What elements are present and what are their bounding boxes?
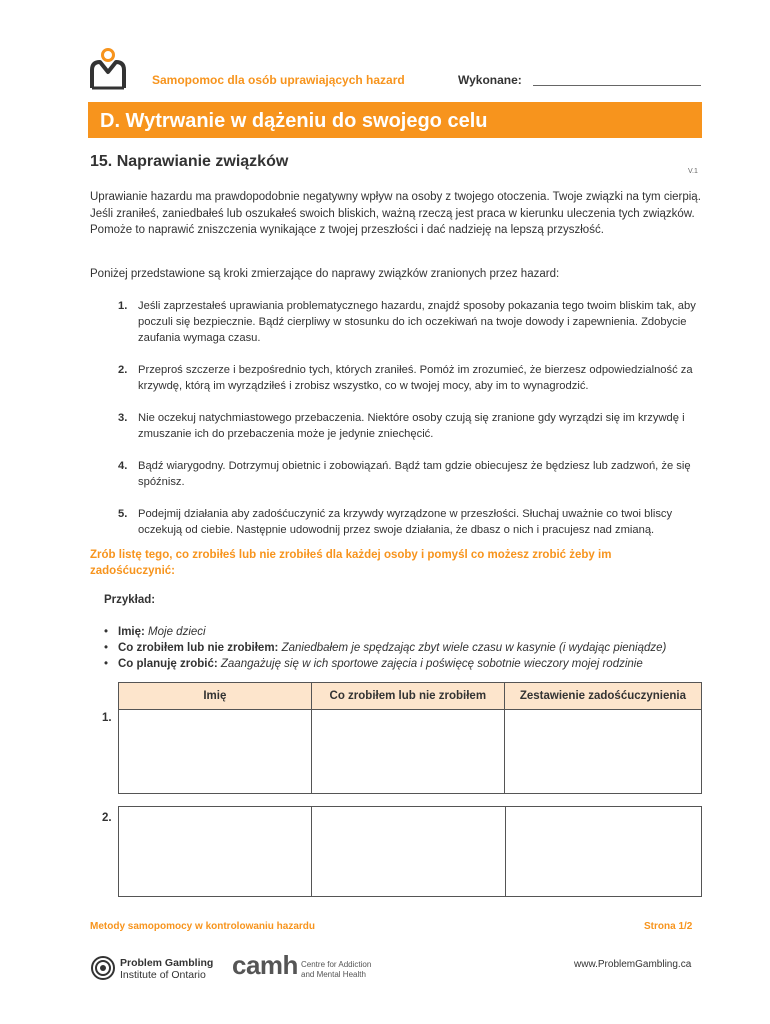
website-link[interactable]: www.ProblemGambling.ca [574,959,692,970]
row-number: 1. [102,712,112,724]
step-text: Podejmij działania aby zadośćuczynić za krzywdy wyrządzone w przeszłości. Słuchaj uważnie co twoi bliscy oczekują od ciebie. Następnie udowodnij przez swoje działania, że dbasz o nich i pracujesz nad zmianą. [138,508,673,536]
pgio-line1: Problem Gambling [120,957,214,969]
step-number: 5. [118,508,128,520]
step-item [90,458,702,490]
section-banner: D. Wytrwanie w dążeniu do swojego celu [88,102,702,138]
step-number: 4. [118,460,128,472]
amends-cell[interactable] [505,807,701,897]
step-text: Bądź wiarygodny. Dotrzymuj obietnic i zobowiązań. Bądź tam gdzie obiecujesz że będziesz lub zadzwoń, że się spóźnisz. [138,460,691,488]
name-cell[interactable] [119,710,312,794]
step-text: Jeśli zaprzestałeś uprawiania problematycznego hazardu, znajdź sposoby pokazania tego twoim bliskim tak, aby poczuli się bezpiecznie. Bądź cierpliwy w stosunku do ich oczekiwań na twoje dowody i zapewnienia. Zdobycie zaufania wymaga czasu. [138,300,696,344]
step-text: Przeproś szczerze i bezpośrednio tych, których zraniłeś. Pomóż im zrozumieć, że bierzesz odpowiedzialność za krzywdę, którą im wyrządziłeś i zrobisz wszystko, co w twojej mocy, aby im to wynagrodzić. [138,364,693,392]
example-key: Co planuję zrobić: [118,658,218,670]
example-value: Moje dzieci [148,626,206,638]
steps-intro: Poniżej przedstawione są kroki zmierzające do naprawy związków zranionych przez hazard: [90,268,560,280]
example-label: Przykład: [104,594,156,606]
step-item [90,506,702,538]
pgio-line2: Institute of Ontario [120,969,206,981]
problem-gambling-logo-icon [90,955,116,981]
row-number: 2. [102,812,112,824]
list-item [104,640,666,656]
step-item [90,362,702,394]
header-title: Samopomoc dla osób uprawiających hazard [152,73,405,87]
example-value: Zaangażuję się w ich sportowe zajęcia i poświęcę sobotnie wieczory mojej rodzinie [220,658,643,670]
list-item [104,656,666,672]
column-header-name: Imię [119,683,312,710]
camh-logo-text [301,960,371,980]
step-text: Nie oczekuj natychmiastowego przebaczenia. Niektóre osoby czują się zranione gdy wyrządzi się im krzywdę i zmuszanie ich do przebaczenia może je jedynie zniechęcić. [138,412,685,440]
amends-table-1 [118,682,702,794]
completed-label: Wykonane: [458,73,522,87]
example-value: Zaniedbałem je spędzając zbyt wiele czasu w kasynie (i wydając pieniądze) [281,642,667,654]
footer-title: Metody samopomocy w kontrolowaniu hazardu [90,921,316,932]
amends-cell[interactable] [504,710,701,794]
column-header-done: Co zrobiłem lub nie zrobiłem [311,683,504,710]
example-list [104,624,666,672]
pgio-logo-text [120,957,213,981]
list-item [104,624,666,640]
camh-line2: and Mental Health [301,970,366,979]
done-cell[interactable] [311,710,504,794]
page-number: Strona 1/2 [644,921,693,932]
camh-line1: Centre for Addiction [301,960,372,969]
page-title: 15. Naprawianie związków [90,153,289,170]
camh-logo: camh [232,950,298,980]
example-key: Co zrobiłem lub nie zrobiłem: [118,642,279,654]
amends-table-2 [118,806,702,897]
program-logo-icon [88,48,128,90]
column-header-amends: Zestawienie zadośćuczynienia [504,683,701,710]
step-number: 3. [118,412,128,424]
completed-field[interactable] [533,85,701,86]
intro-paragraph: Uprawianie hazardu ma prawdopodobnie negatywny wpływ na osoby z twojego otoczenia. Twoje związki na tym cierpią. Jeśli zraniłeś, zaniedbałeś lub oszukałeś swoich bliskich, ważną rzeczą jest praca w kierunku uleczenia tych związków. Pomoże to naprawić zniszczenia wynikające z twojej przeszłości i dać nadzieję na lepszą przyszłość. [90,191,701,236]
name-cell[interactable] [119,807,312,897]
version-label: V.1 [688,168,698,175]
step-item [90,410,702,442]
step-number: 2. [118,364,128,376]
instruction-callout: Zrób listę tego, co zrobiłeś lub nie zrobiłeś dla każdej osoby i pomyśl co możesz zrobić żeby im zadośćuczynić: [90,549,612,577]
step-number: 1. [118,300,128,312]
step-item [90,298,702,346]
steps-list [90,298,702,554]
example-key: Imię: [118,626,145,638]
done-cell[interactable] [312,807,505,897]
